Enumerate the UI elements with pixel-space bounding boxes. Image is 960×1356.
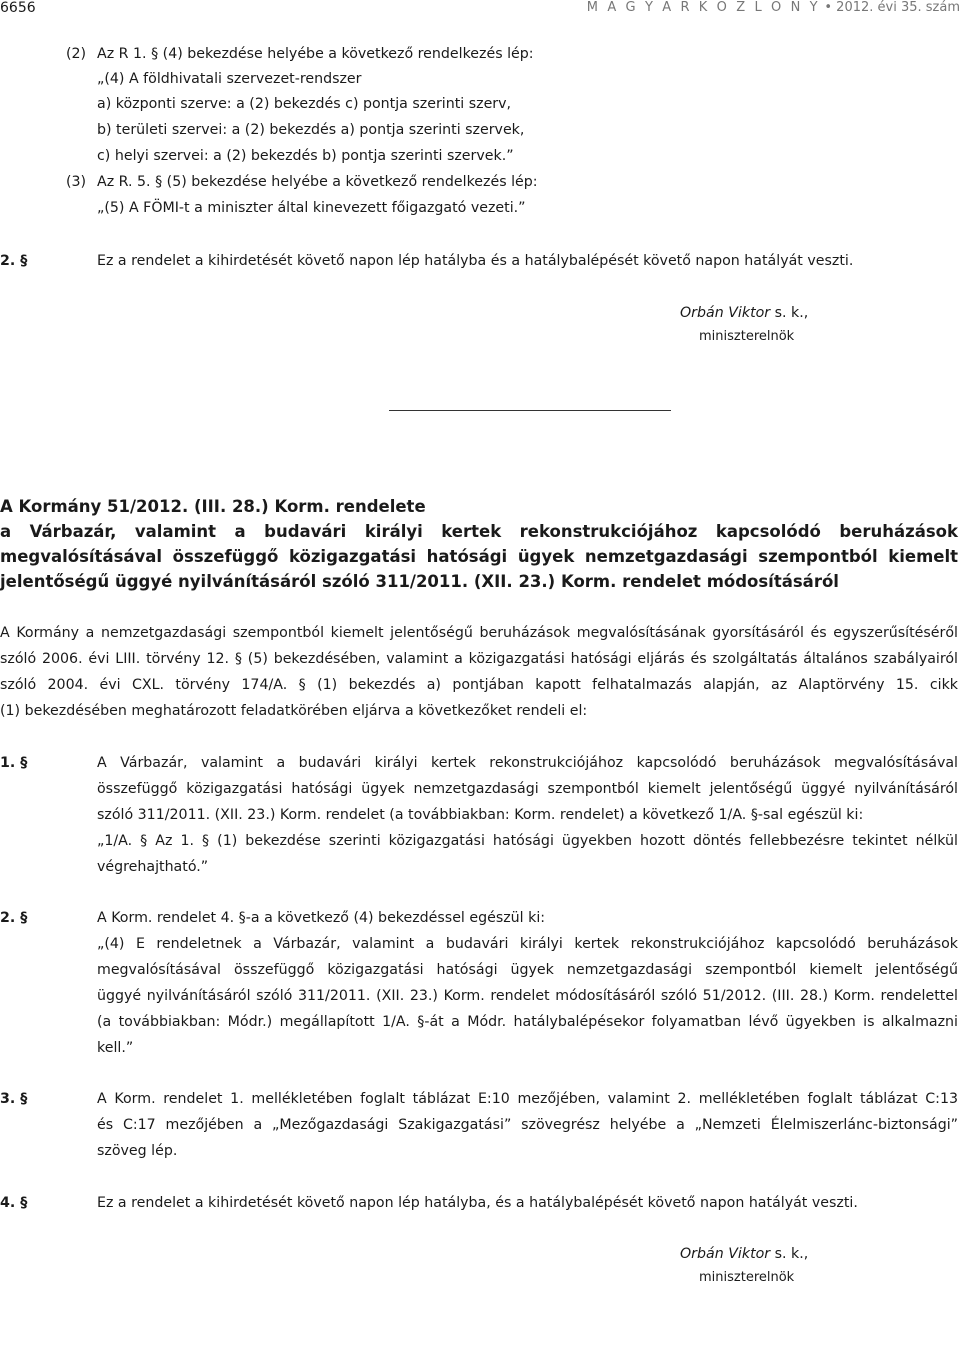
section-line: kell.” — [97, 1040, 134, 1056]
section-line: végrehajtható.” — [97, 859, 209, 875]
signatory-name: Orbán Viktor — [680, 1246, 771, 1262]
signature-name — [680, 1244, 808, 1264]
signature-name — [680, 303, 808, 323]
page-number: 6656 — [0, 0, 36, 16]
section-line: és C:17 mezőjében a „Mezőgazdasági Szakigazgatási” szövegrész helyébe a „Nemzeti Élelmiszerlánc-biztonsági” — [97, 1117, 958, 1133]
section-line: „(4) E rendeletnek a Várbazár, valamint a budavári királyi kertek rekonstrukciójához kapcsolódó beruházások — [97, 936, 958, 952]
preamble-line: (1) bekezdésében meghatározott feladatkörében eljárva a következőket rendeli el: — [0, 703, 588, 719]
section-line: üggyé nyilvánításáról szóló 311/2011. (XII. 23.) Korm. rendelet módosításáról szóló 51/2012. (III. 28.) Korm. rendelettel — [97, 988, 958, 1004]
section-text: Ez a rendelet a kihirdetését követő napon lép hatályba és a hatálybalépését követő napon hatályát veszti. — [97, 253, 854, 269]
preamble-line: szóló 2004. évi CXL. törvény 174/A. § (1) bekezdés a) pontjában kapott felhatalmazás alapján, az Alaptörvény 15. cikk — [0, 677, 958, 693]
section-line: „1/A. § Az 1. § (1) bekezdése szerinti közigazgatási hatósági ügyekben hozott döntés fellebbezésre tekintet nélkül — [97, 833, 958, 849]
para-2-text: Az R 1. § (4) bekezdése helyébe a következő rendelkezés lép: — [97, 46, 534, 62]
quote-line: „(4) A földhivatali szervezet-rendszer — [97, 71, 362, 87]
quote-line: a) központi szerve: a (2) bekezdés c) pontja szerinti szerv, — [97, 96, 512, 112]
section-number: 1. § — [0, 755, 28, 771]
para-3-text: Az R. 5. § (5) bekezdése helyébe a következő rendelkezés lép: — [97, 174, 538, 190]
quote-line: c) helyi szervei: a (2) bekezdés b) pontja szerinti szervek.” — [97, 148, 514, 164]
decree-title-line: megvalósításával összefüggő közigazgatási hatósági ügyek nemzetgazdasági szempontból kiemelt — [0, 547, 958, 566]
preamble-line: A Kormány a nemzetgazdasági szempontból kiemelt jelentőségű beruházások megvalósításának gyorsításáról és egyszerűsítéséről — [0, 625, 958, 641]
section-line: szöveg lép. — [97, 1143, 178, 1159]
section-line: összefüggő közigazgatási hatósági ügyek nemzetgazdasági szempontból kiemelt jelentőségű üggyé nyilvánításáról — [97, 781, 958, 797]
section-text: Ez a rendelet a kihirdetését követő napon lép hatályba, és a hatálybalépését követő napon hatályát veszti. — [97, 1195, 858, 1211]
decree-title: A Kormány 51/2012. (III. 28.) Korm. rendelete — [0, 497, 426, 516]
section-line: A Várbazár, valamint a budavári királyi kertek rekonstrukciójához kapcsolódó beruházások megvalósításával — [97, 755, 958, 771]
preamble-line: szóló 2006. évi LIII. törvény 12. § (5) bekezdésében, valamint a közigazgatási hatósági eljárás és szolgáltatás általános szabályairól — [0, 651, 958, 667]
section-line: A Korm. rendelet 1. mellékletében foglalt táblázat E:10 mezőjében, valamint 2. mellékletében foglalt táblázat C:13 — [97, 1091, 958, 1107]
section-number: 2. § — [0, 253, 28, 269]
quote-line: „(5) A FÖMI-t a miniszter által kinevezett főigazgató vezeti.” — [97, 200, 526, 216]
decree-title-line: jelentőségű üggyé nyilvánításáról szóló 311/2011. (XII. 23.) Korm. rendelet módosításáról — [0, 572, 839, 591]
section-number: 4. § — [0, 1195, 28, 1211]
para-2-number: (2) — [66, 46, 87, 62]
para-3-number: (3) — [66, 174, 87, 190]
page-header — [0, 0, 960, 26]
signatory-name: Orbán Viktor — [680, 305, 771, 321]
signatory-title: miniszterelnök — [699, 329, 795, 344]
section-line: szóló 311/2011. (XII. 23.) Korm. rendelet (a továbbiakban: Korm. rendelet) a következő 1/A. §-sal egészül ki: — [97, 807, 864, 823]
section-line: A Korm. rendelet 4. §-a a következő (4) bekezdéssel egészül ki: — [97, 910, 546, 926]
section-number: 3. § — [0, 1091, 28, 1107]
section-number: 2. § — [0, 910, 28, 926]
quote-line: b) területi szervei: a (2) bekezdés a) pontja szerinti szervek, — [97, 122, 525, 138]
signatory-title: miniszterelnök — [699, 1270, 795, 1285]
publication-info — [587, 0, 960, 15]
section-divider — [389, 410, 671, 411]
signature-suffix: s. k., — [770, 1246, 809, 1262]
publication-name: M A G Y A R K Ö Z L Ö N Y — [586, 0, 821, 15]
section-line: (a továbbiakban: Módr.) megállapított 1/A. §-át a Módr. hatálybalépésekor folyamatban lévő ügyekben is alkalmazni — [97, 1014, 958, 1030]
section-line: megvalósításával összefüggő közigazgatási hatósági ügyek nemzetgazdasági szempontból kiemelt jelentőségű — [97, 962, 958, 978]
signature-suffix: s. k., — [770, 305, 809, 321]
issue-number: 2012. évi 35. szám — [836, 0, 960, 15]
header-bullet: • — [824, 0, 833, 15]
decree-title-line: a Várbazár, valamint a budavári királyi kertek rekonstrukciójához kapcsolódó beruházások — [0, 522, 958, 541]
